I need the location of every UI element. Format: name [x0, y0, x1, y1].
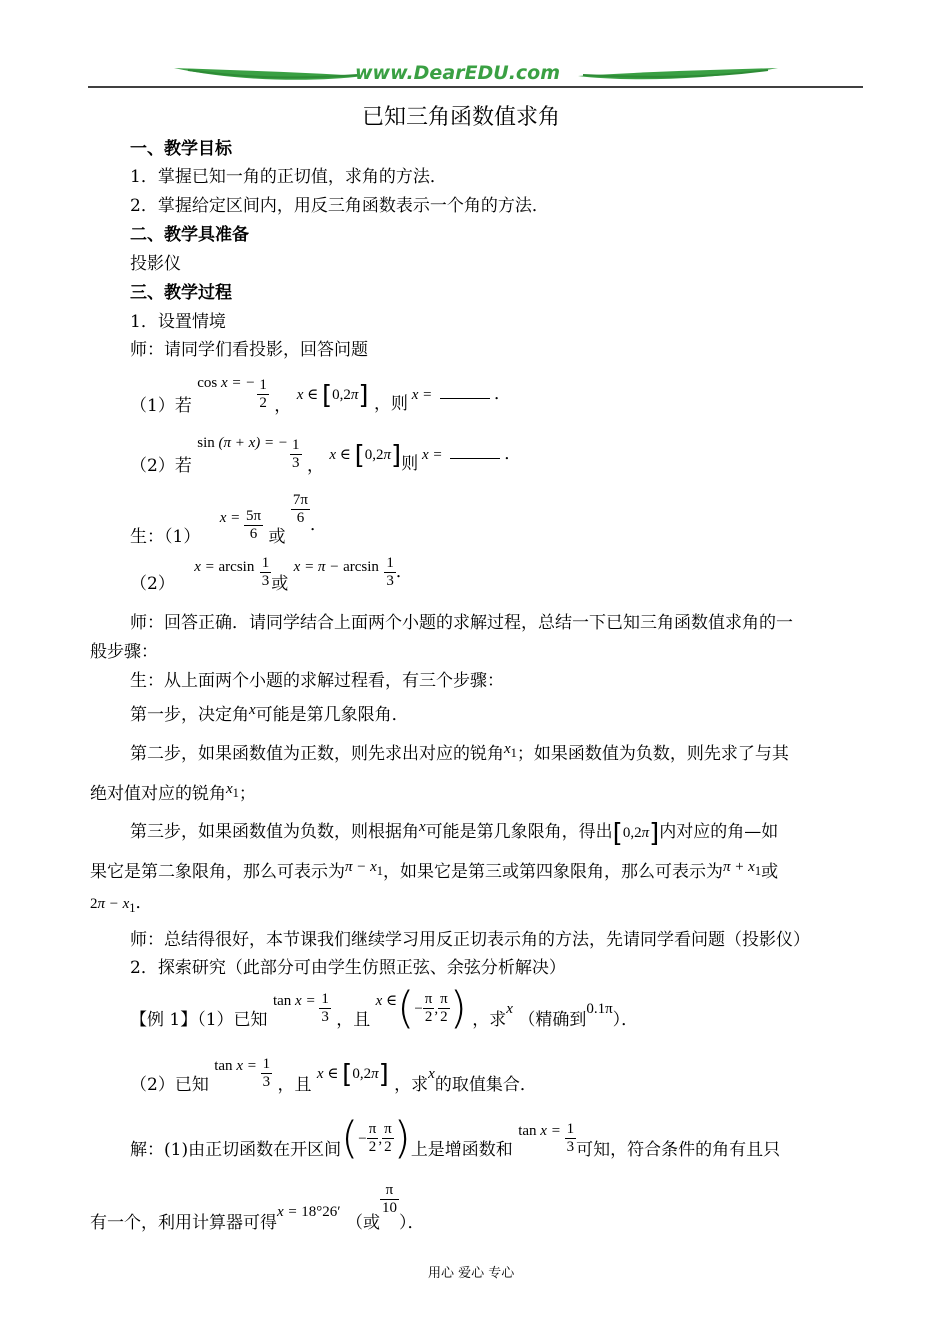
- step-1: 第一步，决定角x可能是第几象限角．: [130, 702, 409, 725]
- goal-2: 2．掌握给定区间内，用反三角函数表示一个角的方法．: [130, 196, 549, 216]
- answer-2: （2） x = arcsin $\frac{1}{3}$ 或 x = π − arcsin $\frac{1}{3}$ ．: [130, 555, 413, 594]
- page-footer: 用心 爱心 专心: [428, 1266, 515, 1281]
- step-3: 第三步，如果函数值为负数，则根据角x可能是第几象限角，得出[0,2π]内对应的角—如: [130, 818, 779, 849]
- teacher-line-2a: 师：回答正确．请同学结合上面两个小题的求解过程，总结一下已知三角函数值求角的一: [130, 613, 793, 633]
- goal-1: 1．掌握已知一角的正切值，求角的方法．: [130, 167, 447, 187]
- site-logo-text: www.DearEDU.com: [355, 62, 561, 84]
- teacher-line-3: 师：总结得很好，本节课我们继续学习用反正切表示角的方法，先请同学看问题（投影仪）: [130, 930, 810, 950]
- step-2: 第二步，如果函数值为正数，则先求出对应的锐角$x_1$；如果函数值为负数，则先求了与其: [130, 741, 789, 764]
- solution-line-2: 有一个，利用计算器可得x = 18°26′ （或 $\frac{\pi}{10}$ ）．: [90, 1182, 425, 1233]
- student-line: 生：从上面两个小题的求解过程看，有三个步骤：: [130, 671, 504, 691]
- section-heading-goals: 一、教学目标: [130, 139, 232, 159]
- teacher-line-1: 师：请同学们看投影，回答问题: [130, 340, 368, 360]
- section-heading-tools: 二、教学具准备: [130, 225, 249, 245]
- question-1: （1）若 cos x = − $\frac{1}{2}$ ， x ∈ [0,2π] ，则 x = ．: [130, 375, 511, 416]
- step-3c: $2\pi - x_1$．: [90, 893, 153, 915]
- tool-item: 投影仪: [130, 254, 181, 274]
- example-1-part-1: 【例 1】（1）已知 tan x = $\frac{1}{3}$ ，且 x ∈(− $\frac{\pi}{2}$ , $\frac{\pi}{2}$ ) ，求x （精确到0.1π）．: [130, 982, 639, 1034]
- teacher-line-2b: 般步骤：: [90, 642, 158, 662]
- section-heading-process: 三、教学过程: [130, 283, 232, 303]
- question-2: （2）若 sin (π + x) = − $\frac{1}{3}$ ， x ∈ [0,2π]则 x = ．: [130, 435, 522, 476]
- part-2-heading: 2．探索研究（此部分可由学生仿照正弦、余弦分析解决）: [130, 958, 566, 978]
- step-2b: 绝对值对应的锐角$x_1$；: [90, 781, 256, 804]
- part-1-heading: 1．设置情境: [130, 312, 226, 332]
- page-title: 已知三角函数值求角: [362, 105, 561, 130]
- answer-1: 生：（1） x = $\frac{5\pi}{6}$ 或 $\frac{7\pi}{6}$ ．: [130, 492, 327, 547]
- right-leaf-swoosh: [578, 68, 778, 79]
- solution-line-1: 解：(1)由正切函数在开区间(− $\frac{\pi}{2}$ , $\frac{\pi}{2}$ )上是增函数和 tan x = $\frac{1}{3}$ 可知，符合条件的角有且只: [130, 1112, 781, 1164]
- example-1-part-2: （2）已知 tan x = $\frac{1}{3}$ ，且 x ∈ [0,2π] ，求x的取值集合．: [130, 1056, 537, 1095]
- step-3b: 果它是第二象限角，那么可表示为$\pi - x_1$，如果它是第三或第四象限角，那么可表示为$\pi + x_1$或: [90, 859, 779, 882]
